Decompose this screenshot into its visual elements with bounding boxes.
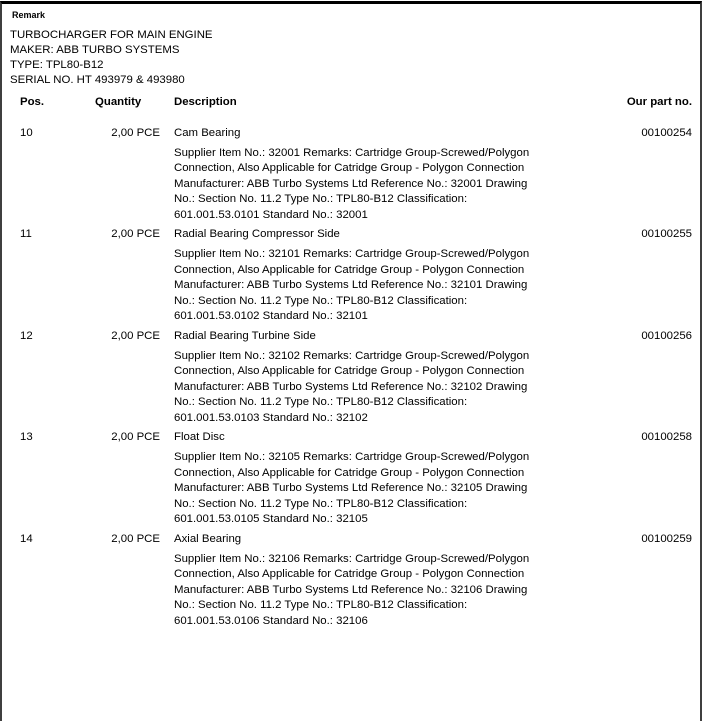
- row-part-no: 00100256: [641, 329, 692, 342]
- row-description-detail: Supplier Item No.: 32106 Remarks: Cartridge Group-Screwed/Polygon Connection, Also Applicable for Catridge Group - Polygon Connection Manufacturer: ABB Turbo Systems Ltd Reference No.: 32106 Drawing No.: Section No. 11.2 Type No.: TPL80-B12 Classification: 601.001.53.0106 Standard No.: 32106: [174, 552, 530, 627]
- table-row: [2, 532, 700, 630]
- row-description-detail: Supplier Item No.: 32102 Remarks: Cartridge Group-Screwed/Polygon Connection, Also Applicable for Catridge Group - Polygon Connection Manufacturer: ABB Turbo Systems Ltd Reference No.: 32102 Drawing No.: Section No. 11.2 Type No.: TPL80-B12 Classification: 601.001.53.0103 Standard No.: 32102: [174, 349, 530, 424]
- col-header-pos: Pos.: [20, 96, 45, 108]
- row-quantity: 2,00 PCE: [111, 329, 160, 342]
- row-part-no: 00100254: [641, 126, 692, 139]
- row-quantity: 2,00 PCE: [111, 126, 160, 139]
- product-info-line-maker: MAKER: ABB TURBO SYSTEMS: [10, 44, 180, 56]
- col-header-part-no: Our part no.: [626, 96, 692, 108]
- remark-panel: [0, 1, 702, 721]
- product-info: [10, 28, 700, 88]
- row-description-detail: Supplier Item No.: 32001 Remarks: Cartridge Group-Screwed/Polygon Connection, Also Applicable for Catridge Group - Polygon Connection Manufacturer: ABB Turbo Systems Ltd Reference No.: 32001 Drawing No.: Section No. 11.2 Type No.: TPL80-B12 Classification: 601.001.53.0101 Standard No.: 32001: [174, 146, 530, 221]
- row-part-no: 00100259: [641, 532, 692, 545]
- row-description-detail: Supplier Item No.: 32101 Remarks: Cartridge Group-Screwed/Polygon Connection, Also Applicable for Catridge Group - Polygon Connection Manufacturer: ABB Turbo Systems Ltd Reference No.: 32101 Drawing No.: Section No. 11.2 Type No.: TPL80-B12 Classification: 601.001.53.0102 Standard No.: 32101: [174, 248, 530, 322]
- row-quantity: 2,00 PCE: [111, 228, 160, 240]
- row-part-no: 00100258: [641, 431, 692, 443]
- product-info-line-title: TURBOCHARGER FOR MAIN ENGINE: [10, 29, 213, 41]
- table-row: [2, 227, 700, 325]
- row-pos: 10: [20, 126, 33, 139]
- table-row: [2, 329, 700, 427]
- row-description-title: Radial Bearing Compressor Side: [174, 228, 340, 240]
- row-pos: 11: [20, 228, 32, 240]
- row-quantity: 2,00 PCE: [111, 431, 160, 443]
- row-description: [160, 227, 546, 325]
- row-description: [160, 532, 546, 630]
- row-pos: 13: [20, 431, 33, 443]
- row-part-no: 00100255: [641, 228, 692, 240]
- remark-label: Remark: [12, 10, 46, 20]
- row-pos: 14: [20, 532, 33, 545]
- row-pos: 12: [20, 329, 33, 342]
- col-header-description: Description: [174, 96, 237, 108]
- product-info-line-serial: SERIAL NO. HT 493979 & 493980: [10, 74, 185, 86]
- row-description-title: Radial Bearing Turbine Side: [174, 329, 316, 342]
- row-description: [160, 430, 546, 528]
- row-description: [160, 126, 546, 224]
- table-body: [2, 126, 700, 630]
- table-row: [2, 126, 700, 224]
- product-info-line-type: TYPE: TPL80-B12: [10, 59, 104, 71]
- row-description-title: Float Disc: [174, 431, 225, 443]
- table-header-row: [2, 95, 700, 111]
- row-description-title: Cam Bearing: [174, 126, 241, 139]
- table-row: [2, 430, 700, 528]
- row-description-detail: Supplier Item No.: 32105 Remarks: Cartridge Group-Screwed/Polygon Connection, Also Applicable for Catridge Group - Polygon Connection Manufacturer: ABB Turbo Systems Ltd Reference No.: 32105 Drawing No.: Section No. 11.2 Type No.: TPL80-B12 Classification: 601.001.53.0105 Standard No.: 32105: [174, 451, 530, 525]
- row-quantity: 2,00 PCE: [111, 532, 160, 545]
- row-description-title: Axial Bearing: [174, 532, 242, 545]
- row-description: [160, 329, 546, 427]
- col-header-quantity: Quantity: [95, 96, 142, 108]
